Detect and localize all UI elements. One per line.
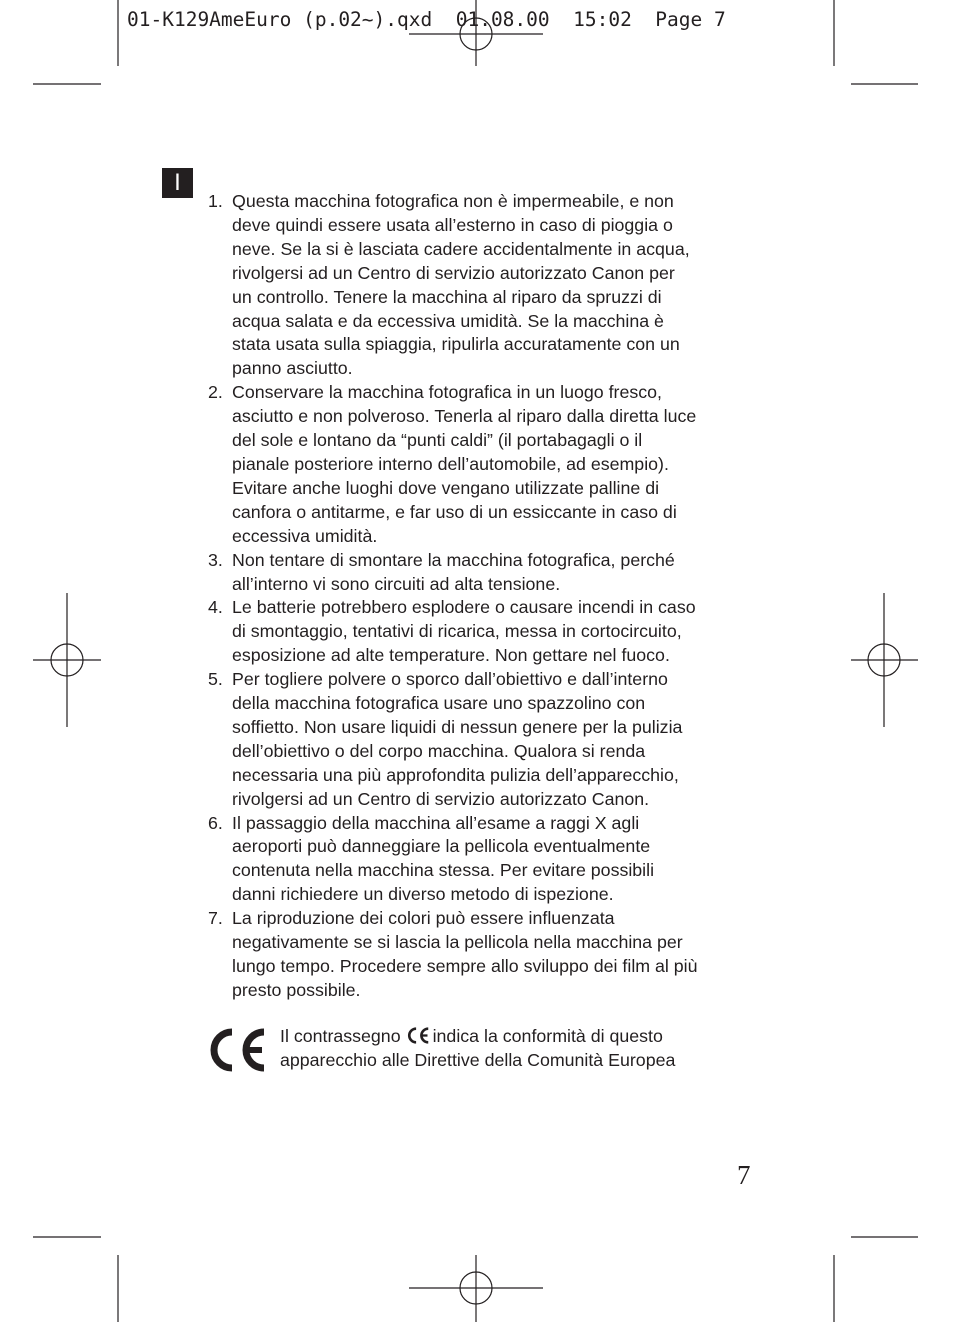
list-item: [205, 812, 765, 908]
registration-mark-bottom: [409, 1255, 543, 1322]
list-item-line: rivolgersi ad un Centro di servizio autorizzato Canon.: [232, 788, 650, 809]
list-item-line: rivolgersi ad un Centro di servizio autorizzato Canon per: [232, 262, 675, 283]
list-item-number: 7.: [208, 908, 223, 929]
list-item-number: 2.: [208, 382, 223, 403]
list-item: [205, 596, 765, 668]
list-item-line: lungo tempo. Procedere sempre allo sviluppo dei film al più: [232, 956, 698, 976]
list-item-line: deve quindi essere usata all’esterno in caso di pioggia o: [232, 214, 673, 235]
language-tab: I: [162, 168, 193, 198]
list-item: [205, 549, 765, 597]
list-item-number: 4.: [208, 597, 223, 618]
list-item-line: Le batterie potrebbero esplodere o causare incendi in caso: [232, 597, 696, 618]
list-item-line: all’interno vi sono circuiti ad alta tensione.: [232, 573, 561, 594]
list-item-line: esposizione ad alte temperature. Non gettare nel fuoco.: [232, 645, 670, 666]
precautions-list: [205, 190, 765, 1003]
registration-mark-top: [409, 0, 543, 66]
ce-notice-line-2: apparecchio alle Direttive della Comunità Europea: [280, 1049, 676, 1070]
list-item-line: neve. Se la si è lasciata cadere accidentalmente in acqua,: [232, 238, 690, 259]
list-item-line: della macchina fotografica usare uno spazzolino con: [232, 693, 646, 714]
list-item-line: contenuta nella macchina stessa. Per evitare possibili: [232, 860, 655, 881]
list-item-line: panno asciutto.: [232, 358, 353, 379]
ce-notice-after-mark: indica la conformità di questo: [432, 1026, 663, 1046]
list-item-line: presto possibile.: [232, 979, 361, 1000]
list-item-line: canfora o antitarme, e far uso di un essiccante in caso di: [232, 501, 677, 522]
list-item-line: pianale posteriore interno dell’automobile, ad esempio).: [232, 453, 669, 474]
ce-mark-icon: [208, 1028, 266, 1072]
list-item-line: danni richiedere un diverso metodo di ispezione.: [232, 884, 614, 905]
list-item-line: Per togliere polvere o sporco dall’obiettivo e dall’interno: [232, 669, 668, 690]
list-item-line: dell’obiettivo o del corpo macchina. Qualora si renda: [232, 740, 646, 761]
registration-mark-left: [33, 593, 101, 727]
print-slug: 01-K129AmeEuro (p.02~).qxd 01.08.00 15:02 Page 7: [127, 8, 726, 31]
list-item-line: acqua salata e da eccessiva umidità. Se la macchina è: [232, 310, 664, 331]
ce-mark-inline-icon: [407, 1027, 429, 1044]
list-item: [205, 668, 765, 811]
list-item-line: eccessiva umidità.: [232, 525, 378, 546]
list-item-number: 1.: [208, 191, 223, 211]
list-item-line: asciutto e non polveroso. Tenerla al riparo dalla diretta luce: [232, 406, 697, 427]
list-item: [205, 381, 765, 548]
list-item-line: Il passaggio della macchina all’esame a raggi X agli: [232, 812, 640, 833]
list-item-number: 3.: [208, 549, 223, 570]
list-item-line: un controllo. Tenere la macchina al riparo da spruzzi di: [232, 286, 662, 307]
list-item-line: Questa macchina fotografica non è impermeabile, e non: [232, 191, 674, 211]
registration-mark-right: [851, 593, 918, 727]
list-item-line: negativamente se si lascia la pellicola nella macchina per: [232, 932, 683, 953]
list-item-line: Conservare la macchina fotografica in un luogo fresco,: [232, 382, 662, 403]
page-number: 7: [737, 1160, 751, 1190]
list-item: [205, 190, 765, 381]
list-item-number: 5.: [208, 669, 223, 690]
ce-notice-text: [280, 1025, 675, 1073]
list-item-line: Evitare anche luoghi dove vengano utilizzate palline di: [232, 477, 660, 498]
list-item-line: necessaria una più approfondita pulizia dell’apparecchio,: [232, 764, 679, 785]
ce-notice-line-1: [280, 1025, 675, 1049]
list-item-line: aeroporti può danneggiare la pellicola eventualmente: [232, 836, 651, 857]
list-item-line: del sole e lontano da “punti caldi” (il portabagagli o il: [232, 430, 643, 451]
list-item-line: stata usata sulla spiaggia, ripulirla accuratamente con un: [232, 334, 680, 355]
list-item-line: di smontaggio, tentativi di ricarica, messa in cortocircuito,: [232, 621, 682, 642]
list-item: [205, 907, 765, 1003]
list-item-line: soffietto. Non usare liquidi di nessun genere per la pulizia: [232, 716, 683, 737]
list-item-line: La riproduzione dei colori può essere influenzata: [232, 908, 615, 929]
ce-notice-before-mark: Il contrassegno: [280, 1026, 401, 1046]
list-item-number: 6.: [208, 812, 223, 833]
list-item-line: Non tentare di smontare la macchina fotografica, perché: [232, 549, 675, 570]
